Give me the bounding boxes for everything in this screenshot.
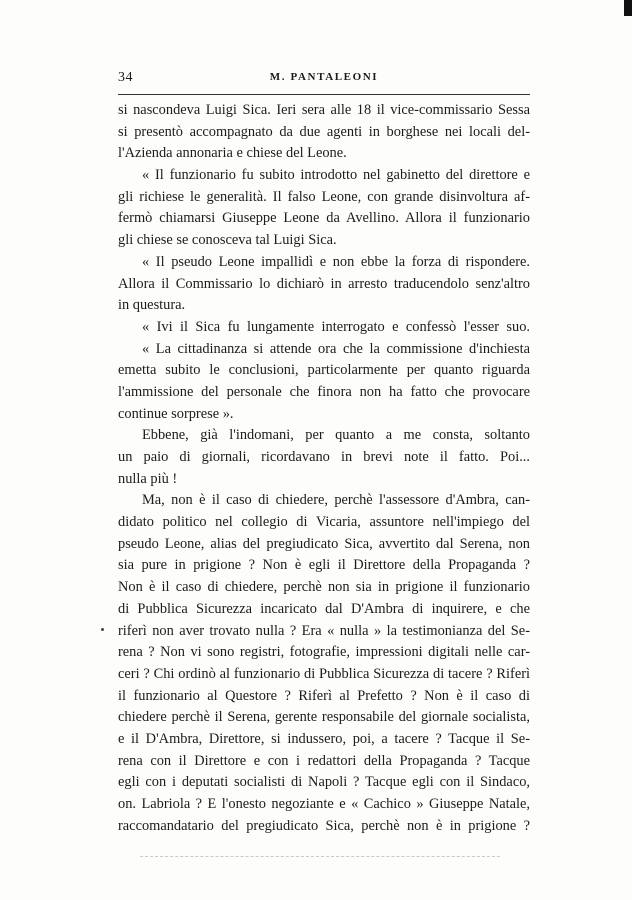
text-line: didato politico nel collegio di Vicaria, assuntore nell'impiego del	[118, 514, 530, 531]
text-line: egli con i deputati socialisti di Napoli ? Tacque egli con il Sindaco,	[118, 774, 530, 791]
text-line: rena ? Non vi sono registri, fotografie, impressioni digitali nelle car-	[118, 644, 530, 661]
text-line: di Pubblica Sicurezza incaricato dal D'Ambra di inquirere, e che	[118, 600, 530, 617]
text-line: rena con il Direttore e con i redattori della Propaganda ? Tacque	[118, 752, 530, 769]
text-line: si nascondeva Luigi Sica. Ieri sera alle 18 il vice-commissario Sessa	[118, 102, 530, 118]
header-rule	[118, 94, 530, 95]
scan-edge-mark	[624, 0, 632, 16]
text-line: « Il pseudo Leone impallidì e non ebbe la forza di rispondere.	[142, 253, 530, 270]
text-line: nulla più !	[118, 470, 178, 487]
page-number: 34	[118, 70, 133, 85]
text-line: Ebbene, già l'indomani, per quanto a me consta, soltanto	[142, 427, 530, 444]
text-line: on. Labriola ? E l'onesto negoziante e « Cachico » Giuseppe Natale,	[118, 796, 530, 812]
text-line: l'Azienda annonaria e chiese del Leone.	[118, 145, 347, 162]
text-line: pseudo Leone, alias del pregiudicato Sica, avvertito dal Serena, non	[118, 535, 530, 552]
margin-speck	[101, 628, 104, 631]
bottom-scan-artifact	[140, 856, 500, 859]
text-line: « Ivi il Sica fu lungamente interrogato e confessò l'esser suo.	[142, 318, 530, 335]
text-line: si presentò accompagnato da due agenti in borghese nei locali del-	[118, 123, 530, 140]
text-line: il funzionario al Questore ? Riferì al Prefetto ? Non è il caso di	[118, 687, 530, 704]
text-line: ceri ? Chi ordinò al funzionario di Pubblica Sicurezza di tacere ? Riferì	[118, 665, 530, 682]
text-line: e il D'Ambra, Direttore, si indussero, poi, a tacere ? Tacque il Se-	[118, 730, 530, 747]
page-header	[118, 70, 530, 92]
text-line: l'ammissione del personale che finora non ha fatto che provocare	[118, 383, 530, 400]
running-title: M. PANTALEONI	[269, 71, 379, 83]
body-text	[118, 100, 530, 837]
text-line: Allora il Commissario lo dichiarò in arresto traducendolo senz'altro	[118, 275, 530, 292]
text-line: gli richiese le generalità. Il falso Leone, con grande disinvoltura af-	[118, 188, 530, 205]
text-line: continue sorprese ».	[118, 405, 234, 422]
text-line: riferì non aver trovato nulla ? Era « nulla » la testimonianza del Se-	[118, 622, 530, 639]
text-line: un paio di giornali, ricordavano in brevi note il fatto. Poi...	[118, 449, 530, 465]
text-line: Non è il caso di chiedere, perchè non sia in prigione il funzionario	[118, 579, 530, 596]
text-line: emetta subito le conclusioni, particolarmente per quanto riguarda	[118, 362, 530, 379]
text-line: in questura.	[118, 297, 186, 314]
text-line: « Il funzionario fu subito introdotto nel gabinetto del direttore e	[142, 167, 530, 184]
text-line: « La cittadinanza si attende ora che la commissione d'inchiesta	[142, 340, 530, 357]
text-line: Ma, non è il caso di chiedere, perchè l'assessore d'Ambra, can-	[142, 492, 530, 509]
text-line: raccomandatario del pregiudicato Sica, perchè non è in prigione ?	[118, 817, 530, 834]
text-line: fermò chiamarsi Giuseppe Leone da Avellino. Allora il funzionario	[118, 210, 530, 227]
text-line: chiedere perchè il Serena, gerente responsabile del giornale socialista,	[118, 709, 530, 726]
text-line: sia pure in prigione ? Non è egli il Direttore della Propaganda ?	[118, 557, 530, 574]
text-line: gli chiese se conosceva tal Luigi Sica.	[118, 232, 337, 249]
